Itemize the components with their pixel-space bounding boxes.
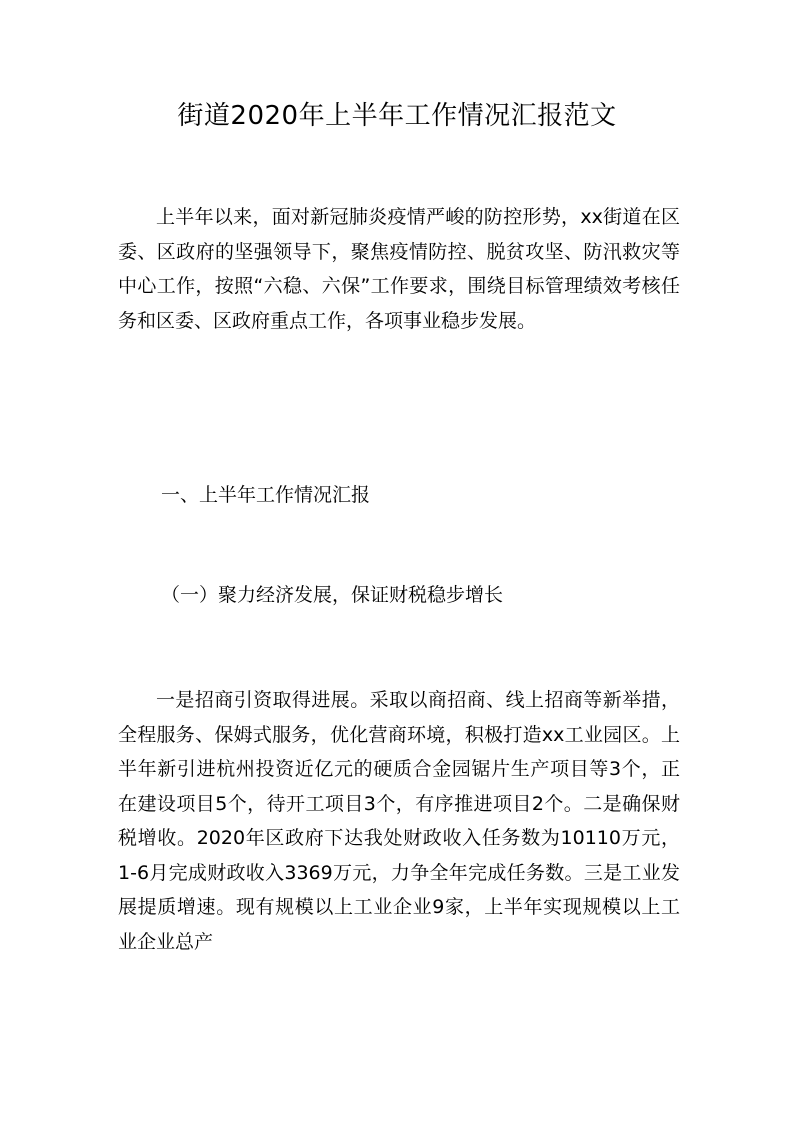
subsection-heading: （一）聚力经济发展，保证财税稳步增长 (161, 584, 504, 606)
section-heading: 一、上半年工作情况汇报 (161, 484, 371, 506)
body-paragraph: 一是招商引资取得进展。采取以商招商、线上招商等新举措，全程服务、保姆式服务，优化营商环境，积极打造xx工业园区。上半年新引进杭州投资近亿元的硬质合金园锯片生产项目等3个，正在建设项目5个，待开工项目3个，有序推进项目2个。二是确保财税增收。2020年区政府下达我处财政收入任务数为10110万元，1-6月完成财政收入3369万元，力争全年完成任务数。三是工业发展提质增速。现有规模以上工业企业9家，上半年实现规模以上工业企业总产 (118, 689, 680, 953)
document-title: 街道2020年上半年工作情况汇报范文 (177, 101, 617, 131)
intro-paragraph: 上半年以来，面对新冠肺炎疫情严峻的防控形势，xx街道在区委、区政府的坚强领导下，聚焦疫情防控、脱贫攻坚、防汛救灾等中心工作，按照“六稳、六保”工作要求，围绕目标管理绩效考核任务和区委、区政府重点工作，各项事业稳步发展。 (118, 206, 680, 332)
